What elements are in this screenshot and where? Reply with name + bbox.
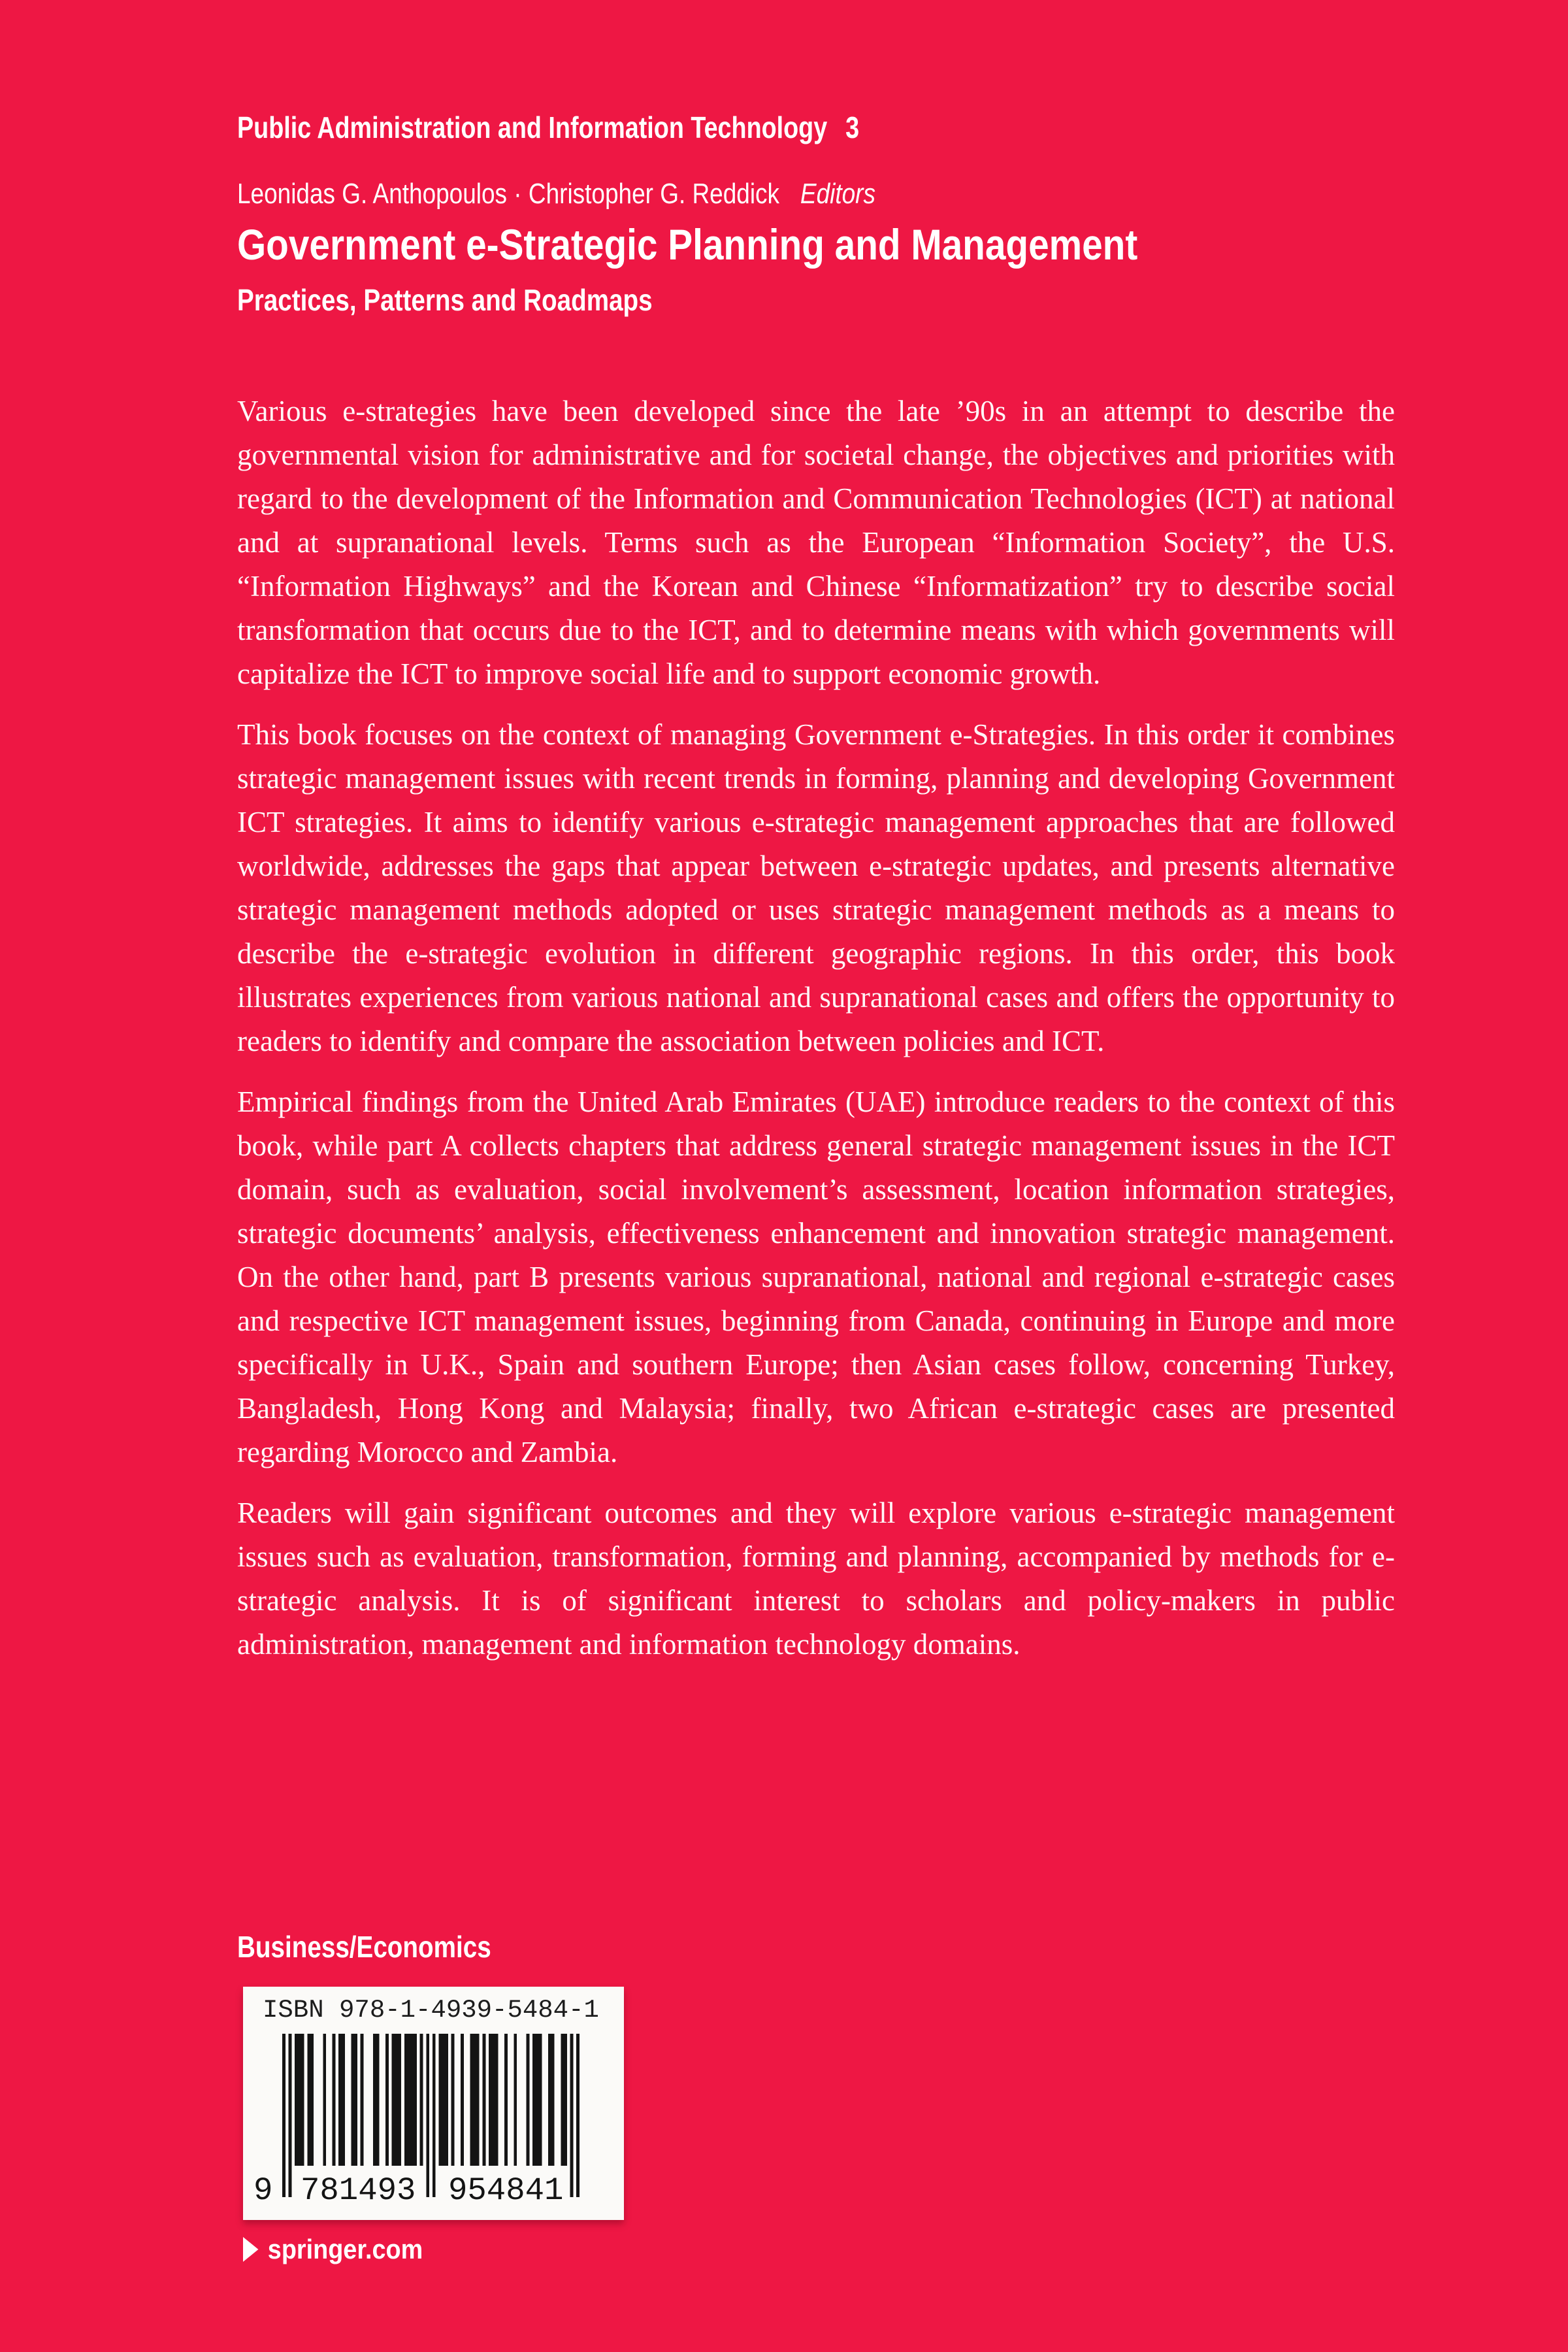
website-text: springer.com xyxy=(267,2234,423,2264)
editors-label: Editors xyxy=(800,178,875,210)
series-title: Public Administration and Information Technology xyxy=(237,110,828,144)
back-cover-blurb xyxy=(237,389,1395,1683)
ean-group-1: 781493 xyxy=(301,2172,416,2209)
blurb-paragraph: This book focuses on the context of managing Government e-Strategies. In this order it combines strategic management issues with recent trends in forming, planning and developing Government ICT strategies. It aims to identify various e-strategic management approaches that are followed worldwide, addresses the gaps that appear between e-strategic updates, and presents alternative strategic management methods adopted or uses strategic management methods as a means to describe the e-strategic evolution in different geographic regions. In this order, this book illustrates experiences from various national and supranational cases and offers the opportunity to readers to identify and compare the association between policies and ICT. xyxy=(237,718,1395,1057)
category-label: Business/Economics xyxy=(237,1930,491,1964)
series-line xyxy=(237,110,859,145)
authors-line xyxy=(237,178,875,210)
blurb-paragraph: Empirical findings from the United Arab Emirates (UAE) introduce readers to the context of this book, while part A collects chapters that address general strategic management issues in the ICT domain, such as evaluation, social involvement’s assessment, location information strategies, strategic documents’ analysis, effectiveness enhancement and innovation strategic management. On the other hand, part B presents various supranational, national and regional e-strategic cases and respective ICT management issues, beginning from Canada, continuing in Europe and more specifically in U.K., Spain and southern Europe; then Asian cases follow, concerning Turkey, Bangladesh, Hong Kong and Malaysia; finally, two African e-strategic cases are presented regarding Morocco and Zambia. xyxy=(237,1085,1395,1468)
springer-website-line xyxy=(243,2234,423,2265)
blurb-paragraph: Readers will gain significant outcomes and they will explore various e-strategic management issues such as evaluation, transformation, forming and planning, accompanied by methods for e-strategic analysis. It is of significant interest to scholars and policy-makers in public administration, management and information technology domains. xyxy=(237,1497,1395,1661)
ean-digits-row xyxy=(243,2172,624,2211)
ean-group-2: 954841 xyxy=(448,2172,564,2209)
book-title: Government e-Strategic Planning and Management xyxy=(237,220,1138,269)
ean-digit-first: 9 xyxy=(253,2172,273,2209)
isbn-label: ISBN 978-1-4939-5484-1 xyxy=(263,1996,599,2025)
authors-names: Leonidas G. Anthopoulos · Christopher G. Reddick xyxy=(237,178,780,210)
book-subtitle: Practices, Patterns and Roadmaps xyxy=(237,283,653,317)
blurb-paragraph: Various e-strategies have been developed since the late ’90s in an attempt to describe the governmental vision for administrative and for societal change, the objectives and priorities with regard to the development of the Information and Communication Technologies (ICT) at national and at supranational levels. Terms such as the European “Information Society”, the U.S. “Information Highways” and the Korean and Chinese “Informatization” try to describe social transformation that occurs due to the ICT, and to determine means with which governments will capitalize the ICT to improve social life and to support economic growth. xyxy=(237,395,1395,690)
play-triangle-icon xyxy=(243,2237,258,2262)
isbn-barcode-box xyxy=(243,1987,624,2220)
series-volume: 3 xyxy=(845,110,860,144)
